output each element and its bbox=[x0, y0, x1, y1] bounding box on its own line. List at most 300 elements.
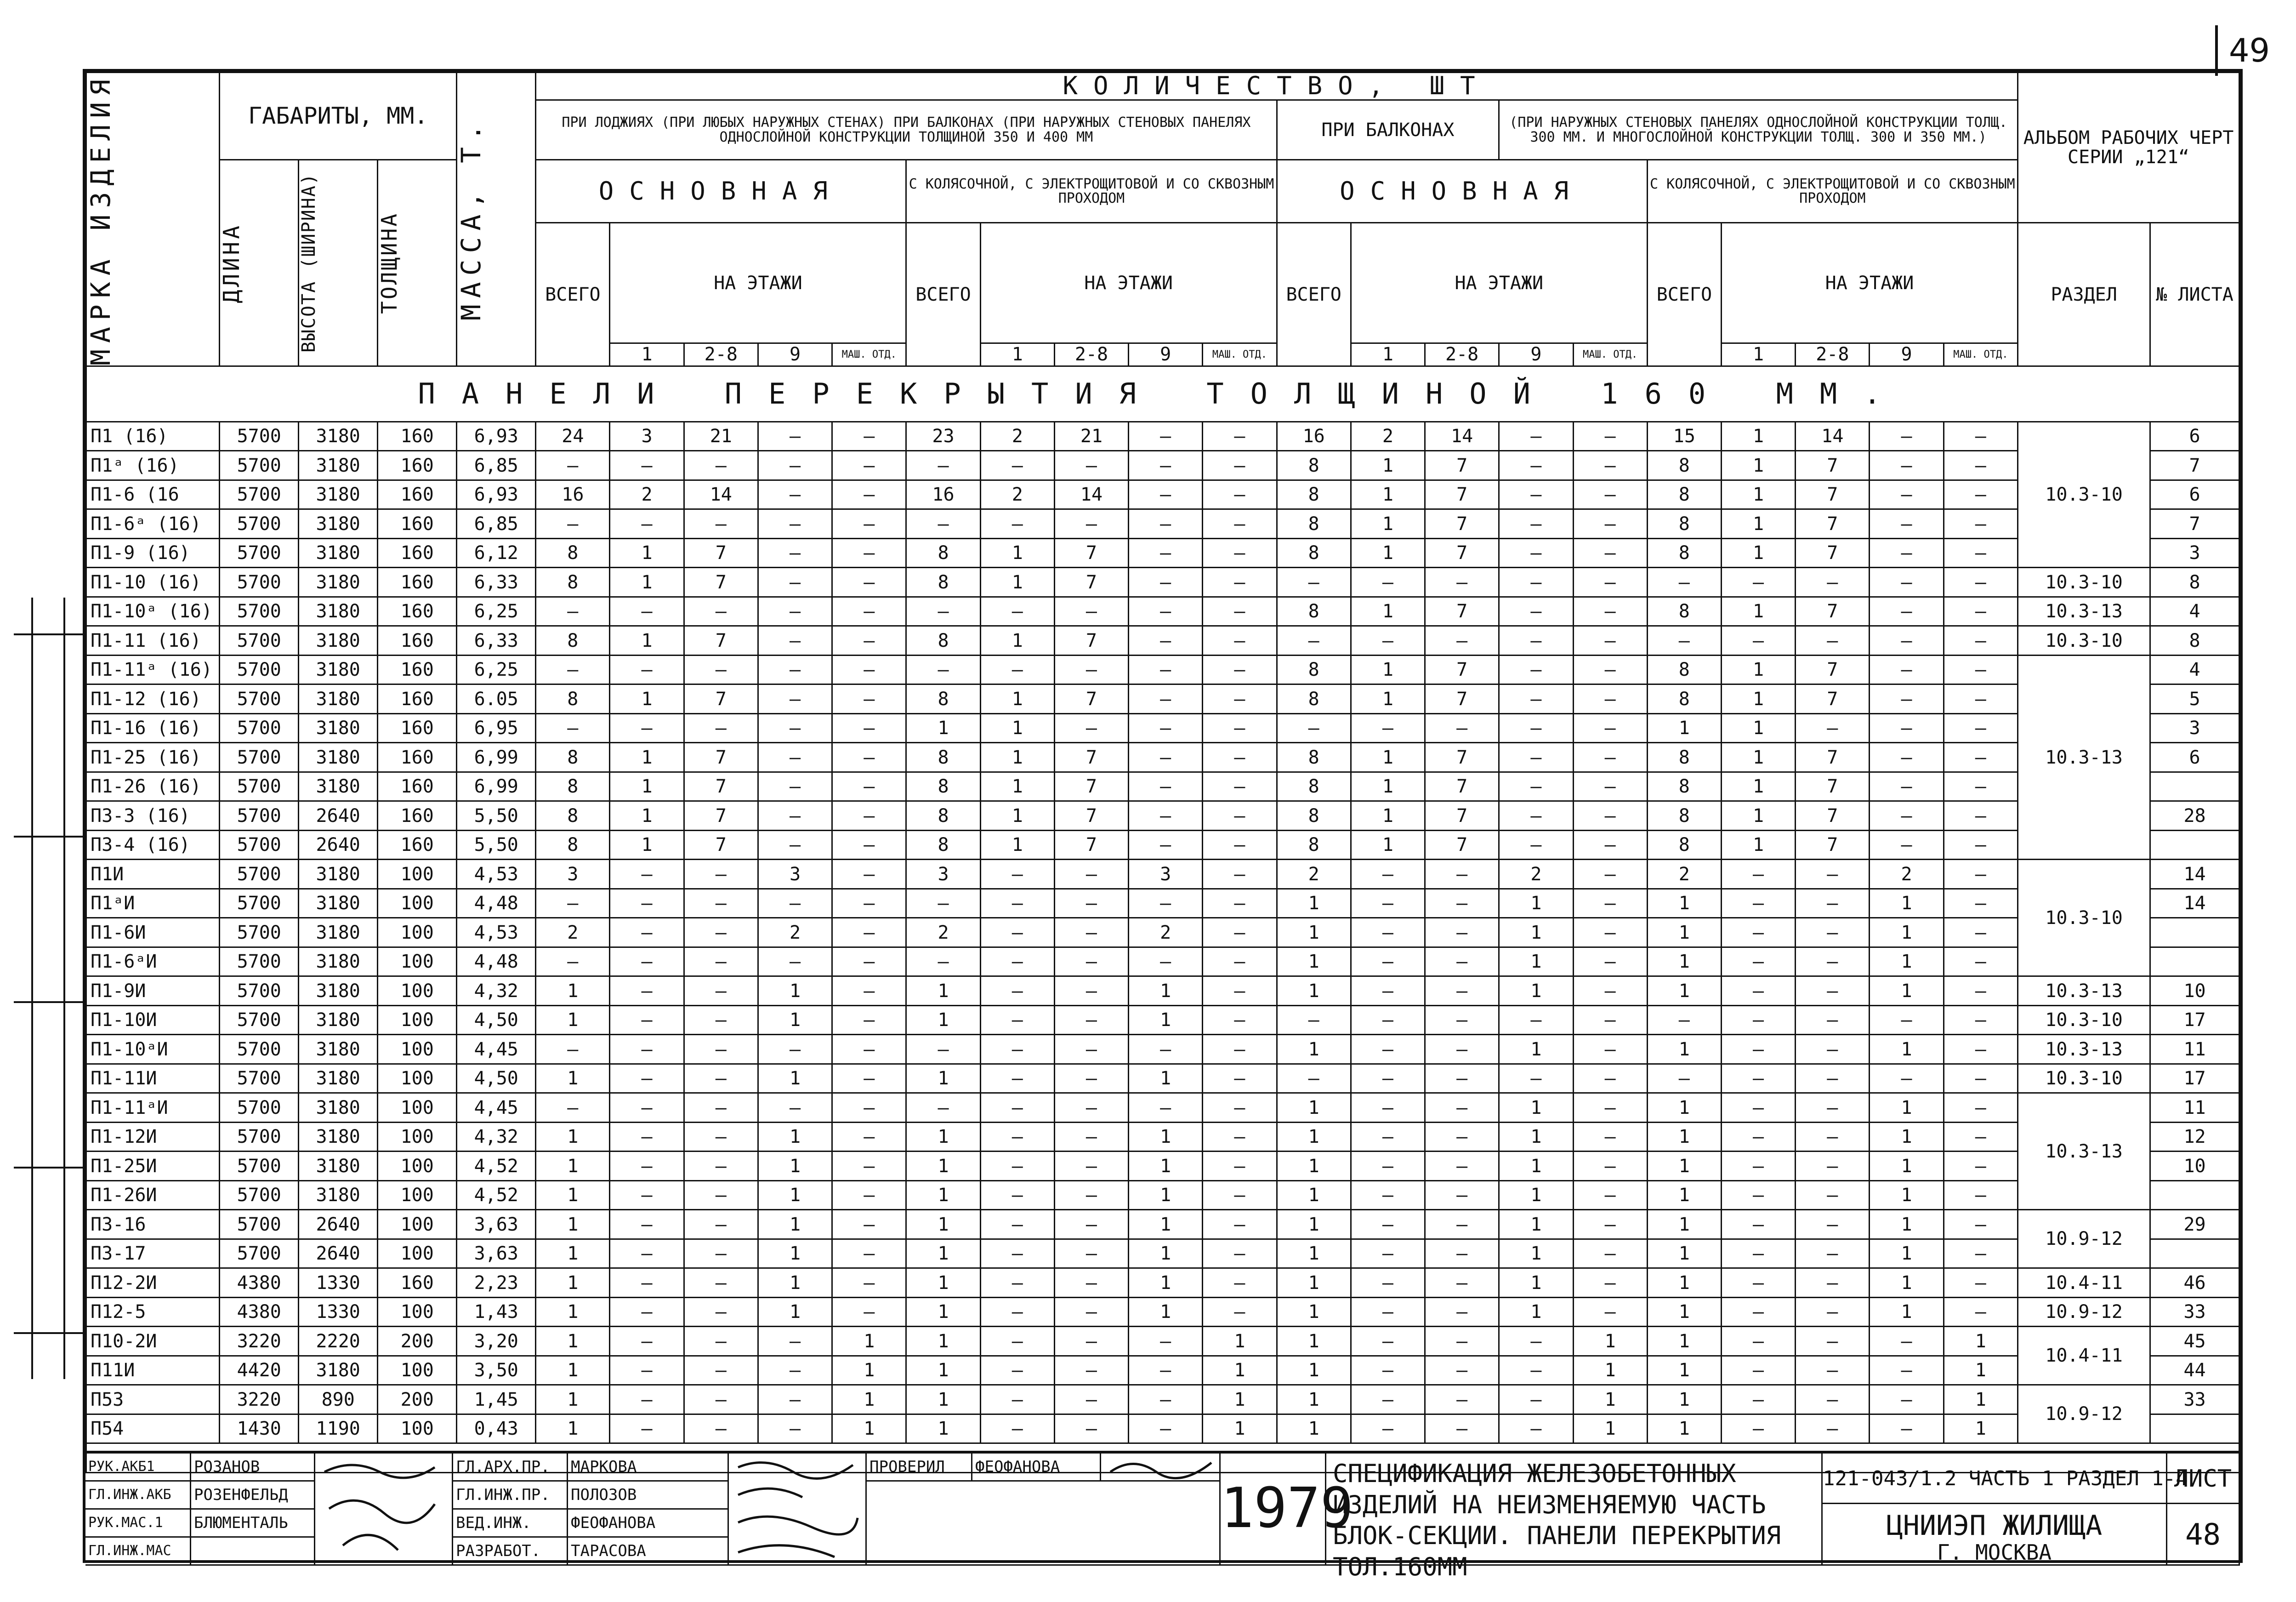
quantity-cell: — bbox=[1796, 1064, 1870, 1093]
quantity-cell: 1 bbox=[610, 801, 684, 831]
quantity-cell: 8 bbox=[1647, 480, 1721, 509]
quantity-cell: — bbox=[758, 1385, 832, 1414]
quantity-cell: 1 bbox=[1351, 743, 1425, 772]
title-role-mid: ВЕД.ИНЖ. bbox=[453, 1510, 568, 1538]
signature-area-1 bbox=[315, 1454, 453, 1566]
quantity-cell: 1 bbox=[1129, 1005, 1203, 1035]
quantity-cell: — bbox=[1573, 801, 1647, 831]
quantity-cell: 8 bbox=[536, 772, 610, 801]
panel-mark: П1-12И bbox=[86, 1122, 220, 1152]
quantity-cell: — bbox=[1647, 568, 1721, 597]
quantity-cell: 1 bbox=[1573, 1385, 1647, 1414]
quantity-cell: — bbox=[1870, 480, 1944, 509]
quantity-cell: — bbox=[1277, 1064, 1351, 1093]
page-number: 49 bbox=[2215, 25, 2270, 76]
quantity-cell: 1 bbox=[610, 772, 684, 801]
header-floor-9: 9 bbox=[1129, 343, 1203, 366]
dimension-cell: 160 bbox=[378, 509, 457, 539]
dimension-cell: 5700 bbox=[220, 976, 299, 1006]
quantity-cell: 1 bbox=[1721, 801, 1795, 831]
quantity-cell: 1 bbox=[1721, 538, 1795, 568]
quantity-cell: — bbox=[1129, 772, 1203, 801]
title-name-mid: ПОЛОЗОВ bbox=[568, 1482, 729, 1510]
quantity-cell: — bbox=[1351, 1035, 1425, 1064]
sheet-number-cell: 4 bbox=[2150, 597, 2239, 626]
panel-mark: П1-6ᵃ (16) bbox=[86, 509, 220, 539]
quantity-cell: — bbox=[758, 509, 832, 539]
quantity-cell: 1 bbox=[536, 1239, 610, 1268]
album-section-cell: 10.4-11 bbox=[2018, 1327, 2150, 1385]
quantity-cell: 8 bbox=[1277, 451, 1351, 480]
quantity-cell: — bbox=[980, 889, 1054, 918]
dimension-cell: 3180 bbox=[299, 1122, 378, 1152]
quantity-cell: 8 bbox=[1647, 801, 1721, 831]
quantity-cell: 7 bbox=[1796, 509, 1870, 539]
quantity-cell: — bbox=[1351, 1268, 1425, 1298]
quantity-cell: 1 bbox=[536, 1268, 610, 1298]
quantity-cell: 1 bbox=[906, 1268, 980, 1298]
header-total: ВСЕГО bbox=[1647, 223, 1721, 366]
quantity-cell: — bbox=[758, 1356, 832, 1385]
dimension-cell: 5700 bbox=[220, 743, 299, 772]
quantity-cell: — bbox=[1203, 772, 1277, 801]
sheet-value: 48 bbox=[2167, 1504, 2240, 1566]
quantity-cell: 7 bbox=[1425, 451, 1499, 480]
quantity-cell: 1 bbox=[906, 1122, 980, 1152]
quantity-cell: — bbox=[1944, 889, 2018, 918]
quantity-cell: — bbox=[1203, 1180, 1277, 1210]
quantity-cell: 1 bbox=[1129, 976, 1203, 1006]
quantity-cell: — bbox=[1351, 1210, 1425, 1239]
sheet-number-cell bbox=[2150, 947, 2239, 976]
quantity-cell: — bbox=[1573, 830, 1647, 860]
quantity-cell: — bbox=[1573, 538, 1647, 568]
quantity-cell: — bbox=[1944, 451, 2018, 480]
quantity-cell: — bbox=[1203, 422, 1277, 451]
quantity-cell: — bbox=[684, 655, 758, 684]
panel-mark: П3-3 (16) bbox=[86, 801, 220, 831]
quantity-cell: — bbox=[1499, 655, 1573, 684]
album-section-cell: 10.3-10 bbox=[2018, 1005, 2150, 1035]
quantity-cell: — bbox=[1796, 1356, 1870, 1385]
dimension-cell: 5700 bbox=[220, 538, 299, 568]
quantity-cell: — bbox=[1870, 830, 1944, 860]
quantity-cell: 1 bbox=[1944, 1356, 2018, 1385]
quantity-cell: 1 bbox=[1721, 597, 1795, 626]
panel-mark: П1-9 (16) bbox=[86, 538, 220, 568]
panel-mark: П1-11ᵃ (16) bbox=[86, 655, 220, 684]
sheet-number-cell: 7 bbox=[2150, 451, 2239, 480]
empty-cell bbox=[867, 1482, 1221, 1566]
quantity-cell: — bbox=[684, 451, 758, 480]
dimension-cell: 5700 bbox=[220, 1122, 299, 1152]
panel-mark: П3-4 (16) bbox=[86, 830, 220, 860]
quantity-cell: 2 bbox=[1351, 422, 1425, 451]
dimension-cell: 3220 bbox=[220, 1385, 299, 1414]
quantity-cell: — bbox=[1796, 1035, 1870, 1064]
quantity-cell: — bbox=[1573, 1268, 1647, 1298]
quantity-cell: — bbox=[1573, 918, 1647, 947]
quantity-cell: — bbox=[610, 1152, 684, 1181]
quantity-cell: — bbox=[536, 451, 610, 480]
panel-row bbox=[86, 1005, 2239, 1035]
quantity-cell: 8 bbox=[1277, 830, 1351, 860]
quantity-cell: 1 bbox=[758, 1064, 832, 1093]
panel-row bbox=[86, 1268, 2239, 1298]
quantity-cell: — bbox=[1573, 1035, 1647, 1064]
quantity-cell: — bbox=[1870, 538, 1944, 568]
quantity-cell: — bbox=[1573, 568, 1647, 597]
quantity-cell: — bbox=[1796, 1180, 1870, 1210]
quantity-cell: 1 bbox=[536, 1122, 610, 1152]
dimension-cell: 3180 bbox=[299, 568, 378, 597]
dimension-cell: 100 bbox=[378, 1035, 457, 1064]
title-name-left: БЛЮМЕНТАЛЬ bbox=[191, 1510, 315, 1538]
checked-role: ПРОВЕРИЛ bbox=[867, 1454, 972, 1482]
quantity-cell: 1 bbox=[980, 626, 1054, 656]
quantity-cell: 2 bbox=[1647, 860, 1721, 889]
quantity-cell: 7 bbox=[684, 743, 758, 772]
quantity-cell: — bbox=[1054, 918, 1128, 947]
header-floor-9: 9 bbox=[758, 343, 832, 366]
quantity-cell: — bbox=[1573, 1122, 1647, 1152]
quantity-cell: — bbox=[610, 1356, 684, 1385]
quantity-cell: — bbox=[1573, 1152, 1647, 1181]
quantity-cell: 1 bbox=[1277, 918, 1351, 947]
mass-cell: 6,85 bbox=[457, 451, 536, 480]
quantity-cell: — bbox=[1425, 626, 1499, 656]
quantity-cell: — bbox=[1054, 1035, 1128, 1064]
quantity-cell: 1 bbox=[1870, 1180, 1944, 1210]
quantity-cell: 7 bbox=[1425, 801, 1499, 831]
quantity-cell: 1 bbox=[1870, 889, 1944, 918]
quantity-cell: — bbox=[1944, 655, 2018, 684]
mass-cell: 4,50 bbox=[457, 1064, 536, 1093]
quantity-cell: — bbox=[980, 655, 1054, 684]
quantity-cell: 1 bbox=[906, 1297, 980, 1327]
panel-row bbox=[86, 1152, 2239, 1181]
sheet-number-cell: 28 bbox=[2150, 801, 2239, 831]
quantity-cell: 1 bbox=[832, 1385, 906, 1414]
quantity-cell: — bbox=[1721, 1356, 1795, 1385]
quantity-cell: — bbox=[1203, 626, 1277, 656]
quantity-cell: — bbox=[1129, 1356, 1203, 1385]
header-machine: МАШ. ОТД. bbox=[1944, 343, 2018, 366]
quantity-cell: — bbox=[1573, 1093, 1647, 1123]
dimension-cell: 3180 bbox=[299, 1180, 378, 1210]
mass-cell: 6,99 bbox=[457, 743, 536, 772]
quantity-cell: 1 bbox=[1721, 713, 1795, 743]
quantity-cell: — bbox=[684, 860, 758, 889]
quantity-cell: — bbox=[1796, 860, 1870, 889]
header-floors: НА ЭТАЖИ bbox=[1351, 223, 1647, 343]
quantity-cell: — bbox=[1944, 947, 2018, 976]
quantity-cell: 1 bbox=[1277, 1035, 1351, 1064]
quantity-cell: — bbox=[1351, 889, 1425, 918]
quantity-cell: 8 bbox=[1277, 684, 1351, 714]
quantity-cell: — bbox=[1351, 918, 1425, 947]
quantity-cell: — bbox=[1499, 597, 1573, 626]
quantity-cell: — bbox=[1944, 422, 2018, 451]
quantity-cell: — bbox=[1351, 860, 1425, 889]
quantity-cell: — bbox=[1796, 976, 1870, 1006]
quantity-cell: 1 bbox=[1647, 1180, 1721, 1210]
quantity-cell: — bbox=[832, 801, 906, 831]
dimension-cell: 5700 bbox=[220, 1005, 299, 1035]
title-block bbox=[85, 1451, 2240, 1581]
quantity-cell: — bbox=[1129, 597, 1203, 626]
quantity-cell: — bbox=[1129, 743, 1203, 772]
dimension-cell: 160 bbox=[378, 626, 457, 656]
quantity-cell: — bbox=[980, 1064, 1054, 1093]
quantity-cell: — bbox=[1870, 1385, 1944, 1414]
quantity-cell: — bbox=[758, 889, 832, 918]
quantity-cell: — bbox=[1499, 1005, 1573, 1035]
header-floor-2-8: 2-8 bbox=[1425, 343, 1499, 366]
quantity-cell: 1 bbox=[1499, 889, 1573, 918]
quantity-cell: — bbox=[1499, 422, 1573, 451]
quantity-cell: — bbox=[1870, 509, 1944, 539]
panel-row bbox=[86, 480, 2239, 509]
panel-row bbox=[86, 509, 2239, 539]
quantity-cell: 2 bbox=[758, 918, 832, 947]
quantity-cell: 3 bbox=[906, 860, 980, 889]
quantity-cell: — bbox=[1870, 1414, 1944, 1443]
quantity-cell: 1 bbox=[1277, 1356, 1351, 1385]
quantity-cell: — bbox=[1054, 509, 1128, 539]
quantity-cell: 2 bbox=[536, 918, 610, 947]
mass-cell: 3,50 bbox=[457, 1356, 536, 1385]
quantity-cell: — bbox=[1721, 568, 1795, 597]
panel-mark: П1-26 (16) bbox=[86, 772, 220, 801]
quantity-cell: — bbox=[1944, 1152, 2018, 1181]
quantity-cell: 1 bbox=[906, 1356, 980, 1385]
dimension-cell: 2640 bbox=[299, 801, 378, 831]
quantity-cell: — bbox=[1054, 976, 1128, 1006]
sheet-number-cell bbox=[2150, 1414, 2239, 1443]
quantity-cell: 1 bbox=[906, 1005, 980, 1035]
organization bbox=[1823, 1504, 2167, 1566]
mass-cell: 6.05 bbox=[457, 684, 536, 714]
dimension-cell: 3180 bbox=[299, 1356, 378, 1385]
quantity-cell: 7 bbox=[1796, 480, 1870, 509]
panel-row bbox=[86, 597, 2239, 626]
quantity-cell: — bbox=[832, 830, 906, 860]
quantity-cell: 1 bbox=[906, 713, 980, 743]
quantity-cell: — bbox=[1499, 743, 1573, 772]
quantity-cell: 8 bbox=[1647, 655, 1721, 684]
quantity-cell: — bbox=[1573, 860, 1647, 889]
mass-cell: 6,85 bbox=[457, 509, 536, 539]
mass-cell: 6,25 bbox=[457, 597, 536, 626]
quantity-cell: 7 bbox=[1796, 684, 1870, 714]
quantity-cell: — bbox=[1944, 976, 2018, 1006]
quantity-cell: 1 bbox=[1203, 1414, 1277, 1443]
quantity-cell: 1 bbox=[1647, 976, 1721, 1006]
quantity-cell: 1 bbox=[1351, 538, 1425, 568]
quantity-cell: 8 bbox=[536, 743, 610, 772]
quantity-cell: 8 bbox=[1647, 830, 1721, 860]
sheet-number-cell: 33 bbox=[2150, 1297, 2239, 1327]
quantity-cell: — bbox=[1499, 538, 1573, 568]
mass-cell: 3,63 bbox=[457, 1239, 536, 1268]
quantity-cell: — bbox=[1796, 1093, 1870, 1123]
quantity-cell: — bbox=[1425, 1180, 1499, 1210]
sheet-number-cell: 45 bbox=[2150, 1327, 2239, 1356]
quantity-cell: — bbox=[1870, 743, 1944, 772]
quantity-cell: 1 bbox=[1647, 1122, 1721, 1152]
dimension-cell: 5700 bbox=[220, 830, 299, 860]
header-thickness: ТОЛЩИНА bbox=[378, 160, 457, 366]
album-section-cell: 10.3-10 bbox=[2018, 626, 2150, 656]
quantity-cell: 1 bbox=[1721, 422, 1795, 451]
album-section-cell: 10.3-10 bbox=[2018, 422, 2150, 568]
quantity-cell: 1 bbox=[758, 1210, 832, 1239]
panel-row bbox=[86, 1064, 2239, 1093]
quantity-cell: — bbox=[1054, 1005, 1128, 1035]
quantity-cell: — bbox=[1203, 801, 1277, 831]
dimension-cell: 5700 bbox=[220, 1093, 299, 1123]
header-total: ВСЕГО bbox=[906, 223, 980, 366]
dimension-cell: 1190 bbox=[299, 1414, 378, 1443]
quantity-cell: — bbox=[1796, 1414, 1870, 1443]
quantity-cell: 1 bbox=[1499, 1297, 1573, 1327]
quantity-cell: 1 bbox=[1277, 1152, 1351, 1181]
dimension-cell: 160 bbox=[378, 1268, 457, 1298]
quantity-cell: 1 bbox=[980, 743, 1054, 772]
quantity-cell: — bbox=[906, 1093, 980, 1123]
quantity-cell: — bbox=[1499, 772, 1573, 801]
quantity-cell: 7 bbox=[1054, 830, 1128, 860]
quantity-cell: — bbox=[536, 889, 610, 918]
sheet-number-cell: 17 bbox=[2150, 1005, 2239, 1035]
header-dims: ГАБАРИТЫ, ММ. bbox=[220, 73, 457, 160]
panel-row bbox=[86, 947, 2239, 976]
series-code: 121-043/1.2 ЧАСТЬ 1 РАЗДЕЛ 1-4 bbox=[1823, 1454, 2167, 1504]
quantity-cell: — bbox=[980, 860, 1054, 889]
quantity-cell: — bbox=[980, 918, 1054, 947]
quantity-cell: — bbox=[832, 1152, 906, 1181]
quantity-cell: — bbox=[1796, 1327, 1870, 1356]
checked-name: ФЕОФАНОВА bbox=[972, 1454, 1101, 1482]
quantity-cell: 1 bbox=[610, 568, 684, 597]
sheet-number-cell: 6 bbox=[2150, 743, 2239, 772]
quantity-cell: — bbox=[1203, 451, 1277, 480]
quantity-cell: 1 bbox=[610, 830, 684, 860]
panel-mark: П1-11И bbox=[86, 1064, 220, 1093]
quantity-cell: — bbox=[832, 918, 906, 947]
header-machine: МАШ. ОТД. bbox=[1573, 343, 1647, 366]
quantity-cell: 1 bbox=[1277, 1297, 1351, 1327]
dimension-cell: 160 bbox=[378, 684, 457, 714]
header-mass: МАССА, Т. bbox=[457, 73, 536, 366]
quantity-cell: 1 bbox=[1129, 1268, 1203, 1298]
panel-mark: П1-12 (16) bbox=[86, 684, 220, 714]
quantity-cell: 1 bbox=[536, 1152, 610, 1181]
header-floor-1: 1 bbox=[1351, 343, 1425, 366]
quantity-cell: — bbox=[1054, 860, 1128, 889]
quantity-cell: — bbox=[1054, 713, 1128, 743]
quantity-cell: — bbox=[832, 422, 906, 451]
quantity-cell: — bbox=[1721, 1327, 1795, 1356]
quantity-cell: — bbox=[758, 1093, 832, 1123]
quantity-cell: — bbox=[758, 655, 832, 684]
quantity-cell: — bbox=[684, 1005, 758, 1035]
title-name-left: РОЗЕНФЕЛЬД bbox=[191, 1482, 315, 1510]
quantity-cell: — bbox=[1573, 684, 1647, 714]
mass-cell: 0,43 bbox=[457, 1414, 536, 1443]
quantity-cell: — bbox=[980, 451, 1054, 480]
quantity-cell: 1 bbox=[536, 1385, 610, 1414]
quantity-cell: — bbox=[1944, 597, 2018, 626]
dimension-cell: 3180 bbox=[299, 1093, 378, 1123]
quantity-cell: 24 bbox=[536, 422, 610, 451]
panel-mark: П1ᵃИ bbox=[86, 889, 220, 918]
quantity-cell: — bbox=[1499, 1327, 1573, 1356]
dimension-cell: 2640 bbox=[299, 1210, 378, 1239]
sheet-number-cell: 3 bbox=[2150, 538, 2239, 568]
quantity-cell: — bbox=[1573, 743, 1647, 772]
quantity-cell: — bbox=[610, 1122, 684, 1152]
quantity-cell: 8 bbox=[1277, 597, 1351, 626]
quantity-cell: — bbox=[1573, 451, 1647, 480]
panel-row bbox=[86, 568, 2239, 597]
quantity-cell: — bbox=[1425, 1210, 1499, 1239]
quantity-cell: 1 bbox=[1351, 509, 1425, 539]
quantity-cell: 1 bbox=[1351, 597, 1425, 626]
quantity-cell: 8 bbox=[536, 801, 610, 831]
quantity-cell: 1 bbox=[980, 568, 1054, 597]
quantity-cell: — bbox=[610, 1385, 684, 1414]
sheet-number-cell: 14 bbox=[2150, 860, 2239, 889]
quantity-cell: — bbox=[1499, 713, 1573, 743]
quantity-cell: — bbox=[1796, 713, 1870, 743]
sheet-number-cell: 46 bbox=[2150, 1268, 2239, 1298]
quantity-cell: — bbox=[610, 947, 684, 976]
panel-row bbox=[86, 772, 2239, 801]
dimension-cell: 5700 bbox=[220, 801, 299, 831]
quantity-cell: 1 bbox=[1647, 1093, 1721, 1123]
quantity-cell: — bbox=[832, 626, 906, 656]
quantity-cell: — bbox=[980, 509, 1054, 539]
specification-table bbox=[85, 72, 2240, 1473]
mass-cell: 4,45 bbox=[457, 1035, 536, 1064]
quantity-cell: 7 bbox=[684, 626, 758, 656]
dimension-cell: 100 bbox=[378, 860, 457, 889]
quantity-cell: — bbox=[1054, 1327, 1128, 1356]
quantity-cell: 1 bbox=[1499, 1035, 1573, 1064]
quantity-cell: 8 bbox=[906, 568, 980, 597]
quantity-cell: — bbox=[684, 1064, 758, 1093]
dimension-cell: 160 bbox=[378, 655, 457, 684]
quantity-cell: — bbox=[1054, 655, 1128, 684]
quantity-cell: — bbox=[1425, 1093, 1499, 1123]
quantity-cell: 8 bbox=[1277, 480, 1351, 509]
header-basic-1: ОСНОВНАЯ bbox=[536, 160, 906, 223]
quantity-cell: — bbox=[980, 1356, 1054, 1385]
panel-mark: П1-25И bbox=[86, 1152, 220, 1181]
panel-row bbox=[86, 860, 2239, 889]
quantity-cell: — bbox=[832, 1268, 906, 1298]
quantity-cell: — bbox=[1203, 597, 1277, 626]
quantity-cell: — bbox=[1203, 684, 1277, 714]
quantity-cell: 1 bbox=[1721, 451, 1795, 480]
panel-row bbox=[86, 538, 2239, 568]
quantity-cell: — bbox=[980, 1297, 1054, 1327]
header-loggia: ПРИ ЛОДЖИЯХ (ПРИ ЛЮБЫХ НАРУЖНЫХ СТЕНАХ) ПРИ БАЛКОНАХ (ПРИ НАРУЖНЫХ СТЕНОВЫХ ПАНЕЛЯХ ОДНОСЛОЙНОЙ КОНСТРУКЦИИ ТОЛЩИНОЙ 350 И 400 ММ bbox=[536, 100, 1277, 160]
quantity-cell: — bbox=[1203, 1210, 1277, 1239]
quantity-cell: — bbox=[1573, 1064, 1647, 1093]
